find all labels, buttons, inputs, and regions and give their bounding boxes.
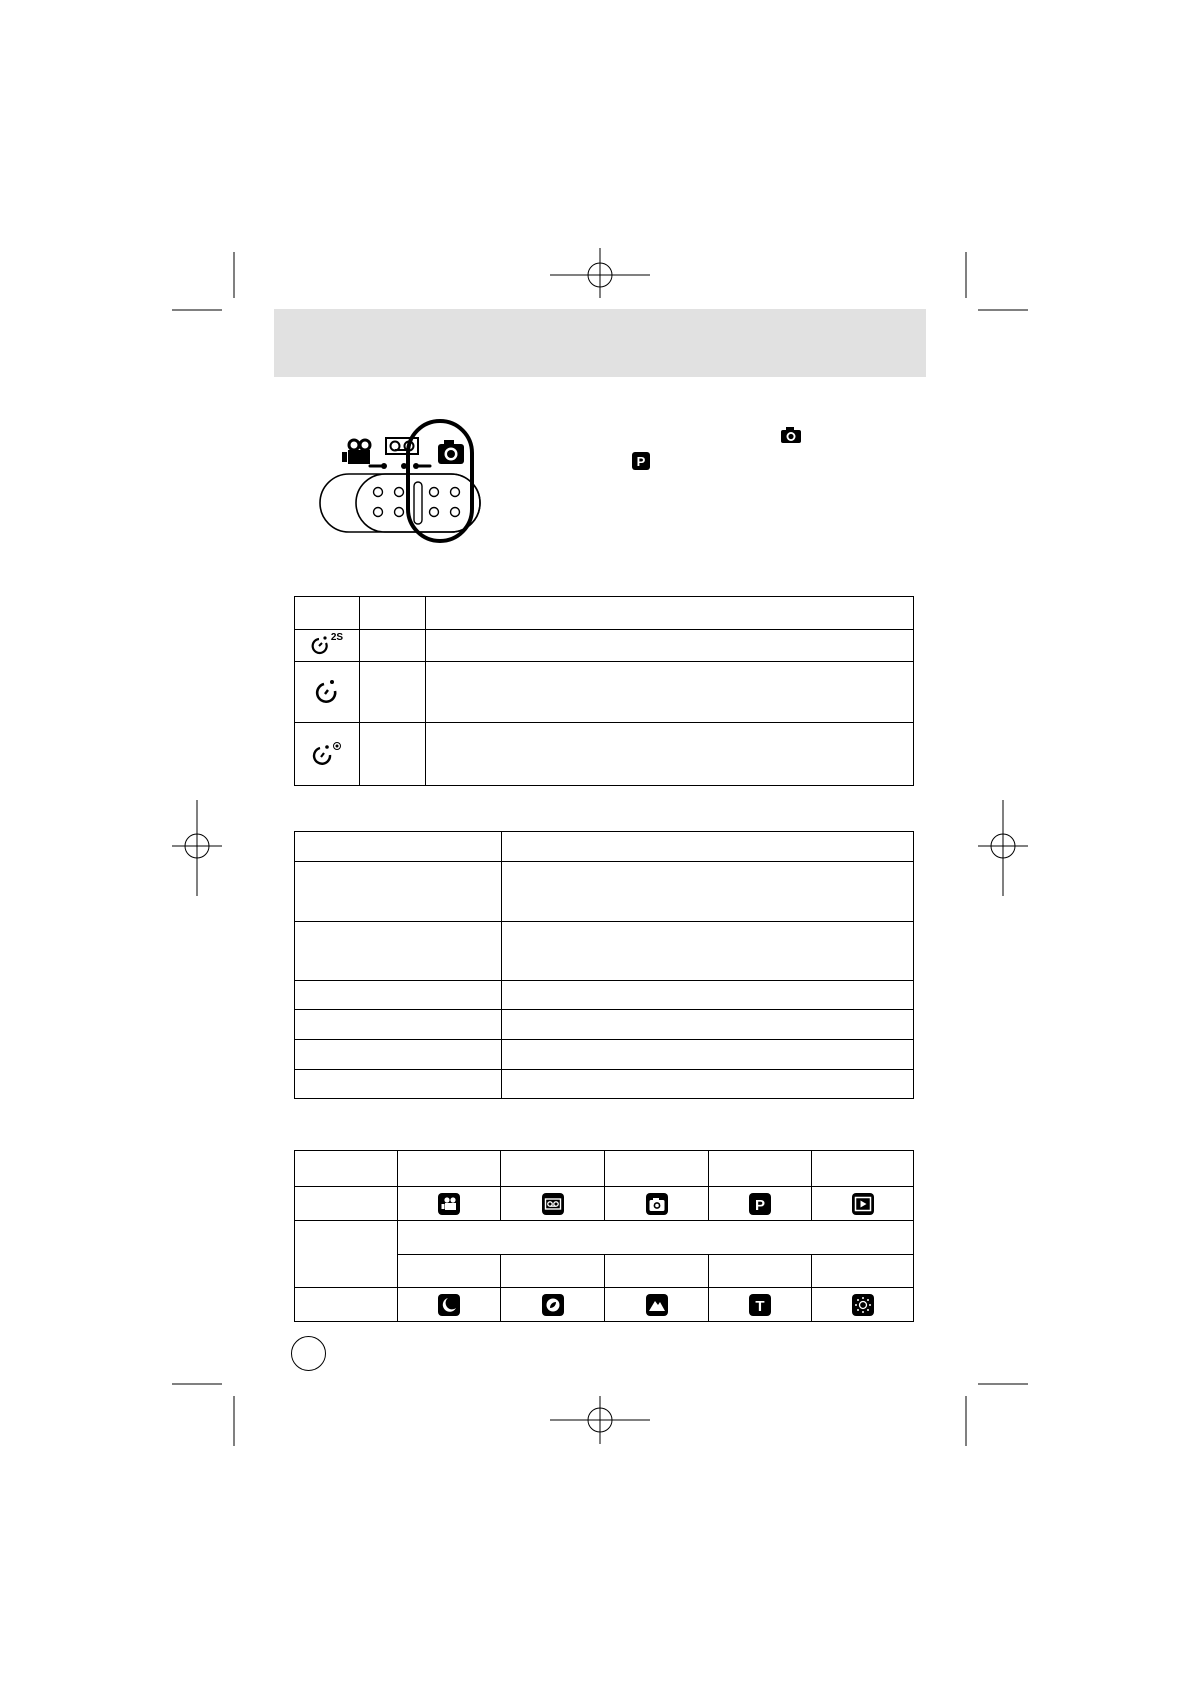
program-mode-icon [749, 1193, 771, 1215]
table-row [295, 1070, 914, 1099]
table-row [295, 723, 914, 786]
table-row [295, 1288, 914, 1322]
options-table [294, 831, 914, 1099]
table-row [295, 1187, 914, 1221]
self-timer-table [294, 596, 914, 786]
table-row [295, 862, 914, 922]
table-row [295, 1221, 914, 1255]
movie-clip-mode-icon [438, 1193, 460, 1215]
svg-text:P: P [754, 1196, 766, 1214]
portrait-icon [542, 1294, 564, 1316]
table-row [295, 1010, 914, 1040]
svg-text:2S: 2S [330, 632, 344, 643]
table-row [295, 1040, 914, 1070]
still-image-mode-icon [646, 1193, 668, 1215]
still-camera-icon [438, 440, 464, 464]
program-mode-p-icon [632, 452, 650, 470]
movie-camera-icon [342, 440, 370, 464]
voice-recording-mode-icon [542, 1193, 564, 1215]
self-timer-icon [312, 675, 342, 705]
table-row [295, 662, 914, 723]
mode-table [294, 1150, 914, 1322]
self-timer-2s-icon [309, 630, 345, 656]
table-row [295, 922, 914, 981]
sunset-icon [852, 1294, 874, 1316]
table-row [295, 1151, 914, 1187]
double-self-timer-icon [310, 737, 344, 767]
play-mode-icon [852, 1193, 874, 1215]
mode-switch-illustration [318, 418, 490, 544]
header-band [274, 309, 926, 377]
still-camera-icon [780, 426, 802, 444]
table-row [295, 630, 914, 662]
table-row [295, 832, 914, 862]
voice-recorder-icon [386, 438, 418, 454]
page-number-circle [291, 1336, 326, 1371]
svg-text:T: T [755, 1297, 765, 1315]
text-mode-icon [749, 1294, 771, 1316]
landscape-icon [646, 1294, 668, 1316]
table-row [295, 597, 914, 630]
table-row [295, 981, 914, 1010]
svg-text:P: P [636, 454, 646, 469]
night-scene-icon [438, 1294, 460, 1316]
